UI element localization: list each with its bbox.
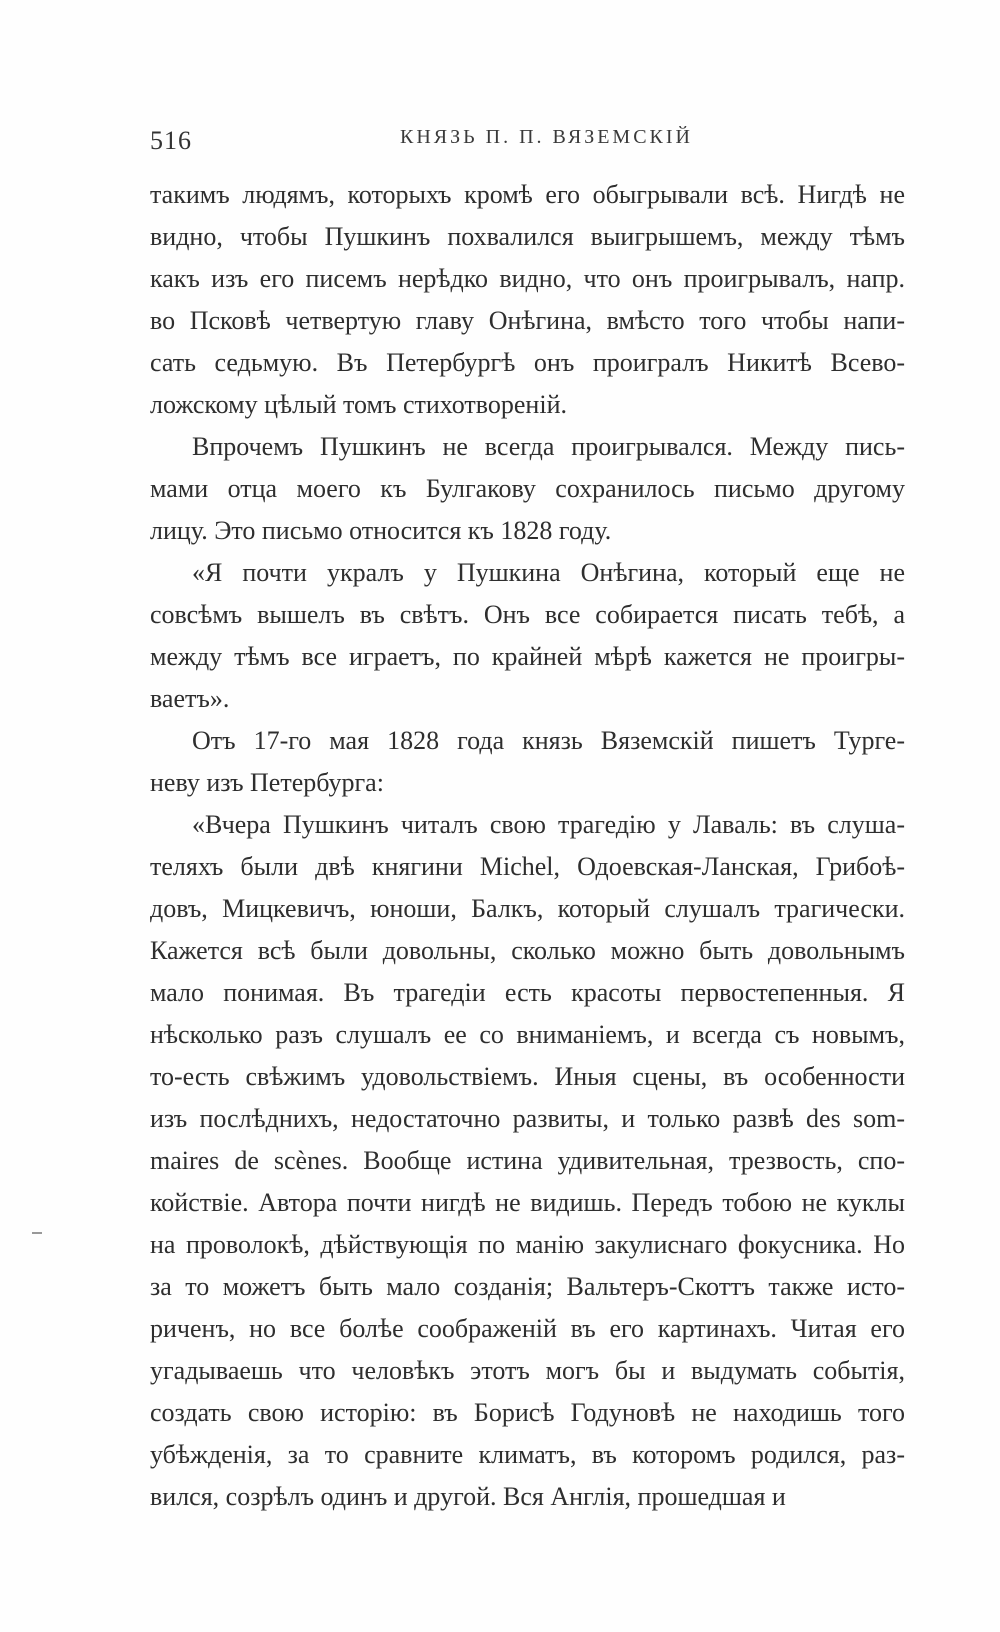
text-line: на проволокѣ, дѣйствующія по манію закулиснаго фокусника. Но [150, 1230, 905, 1259]
text-line: изъ послѣднихъ, недостаточно развиты, и только развѣ des som- [150, 1104, 905, 1133]
text-line: лицу. Это письмо относится къ 1828 году. [150, 516, 612, 545]
text-line: Впрочемъ Пушкинъ не всегда проигрывался. Между пись- [192, 432, 905, 461]
text-line: вился, созрѣлъ одинъ и другой. Вся Англія, прошедшая и [150, 1482, 786, 1511]
text-line: убѣжденія, за то сравните климатъ, въ которомъ родился, раз- [150, 1440, 905, 1469]
text-line: за то можетъ быть мало созданія; Вальтеръ-Скоттъ также исто- [150, 1272, 905, 1301]
text-line: во Псковѣ четвертую главу Онѣгина, вмѣсто того чтобы напи- [150, 306, 905, 335]
text-line: «Я почти укралъ у Пушкина Онѣгина, который еще не [192, 558, 905, 587]
text-line: довъ, Мицкевичъ, юноши, Балкъ, который слушалъ трагически. [150, 894, 905, 923]
running-title: КНЯЗЬ П. П. ВЯЗЕМСКІЙ [400, 126, 693, 148]
paragraph [150, 552, 905, 720]
text-line: создать свою исторію: въ Борисѣ Годуновѣ не находишь того [150, 1398, 905, 1427]
text-line: Кажется всѣ были довольны, сколько можно быть довольнымъ [150, 936, 905, 965]
text-line: ложскому цѣлый томъ стихотвореній. [150, 390, 567, 419]
text-line: видно, чтобы Пушкинъ похвалился выигрышемъ, между тѣмъ [150, 222, 905, 251]
text-line: maires de scènes. Вообще истина удивительная, трезвость, спо- [150, 1146, 905, 1175]
paragraph [150, 804, 905, 1518]
text-line: койствіе. Автора почти нигдѣ не видишь. Передъ тобою не куклы [150, 1188, 905, 1217]
text-line: совсѣмъ вышелъ въ свѣтъ. Онъ все собирается писать тебѣ, а [150, 600, 905, 629]
text-line: нѣсколько разъ слушалъ ее со вниманіемъ, и всегда съ новымъ, [150, 1020, 905, 1049]
text-line: какъ изъ его писемъ нерѣдко видно, что онъ проигрывалъ, напр. [150, 264, 905, 293]
page-header [150, 118, 910, 158]
text-line: то-есть свѣжимъ удовольствіемъ. Иныя сцены, въ особенности [150, 1062, 905, 1091]
text-line: «Вчера Пушкинъ читалъ свою трагедію у Лаваль: въ слуша- [192, 810, 905, 839]
text-line: между тѣмъ все играетъ, по крайней мѣрѣ кажется не проигры- [150, 642, 905, 671]
paragraph [150, 720, 905, 804]
text-line: мало понимая. Въ трагедіи есть красоты первостепенныя. Я [150, 978, 905, 1007]
text-line: Отъ 17-го мая 1828 года князь Вяземскій пишетъ Турге- [192, 726, 905, 755]
paragraph [150, 174, 905, 426]
paragraph [150, 426, 905, 552]
body-text [150, 174, 905, 1518]
text-line: мами отца моего къ Булгакову сохранилось письмо другому [150, 474, 905, 503]
text-line: теляхъ были двѣ княгини Michel, Одоевская-Ланская, Грибоѣ- [150, 852, 905, 881]
text-line: риченъ, но все болѣе соображеній въ его картинахъ. Читая его [150, 1314, 905, 1343]
page-number: 516 [150, 126, 192, 155]
text-line: неву изъ Петербурга: [150, 768, 384, 797]
text-line: угадываешь что человѣкъ этотъ могъ бы и выдумать событія, [150, 1356, 905, 1385]
text-line: такимъ людямъ, которыхъ кромѣ его обыгрывали всѣ. Нигдѣ не [150, 180, 905, 209]
text-line: ваетъ». [150, 684, 230, 713]
text-line: сать седьмую. Въ Петербургѣ онъ проигралъ Никитѣ Всево- [150, 348, 905, 377]
margin-mark [32, 1232, 42, 1234]
